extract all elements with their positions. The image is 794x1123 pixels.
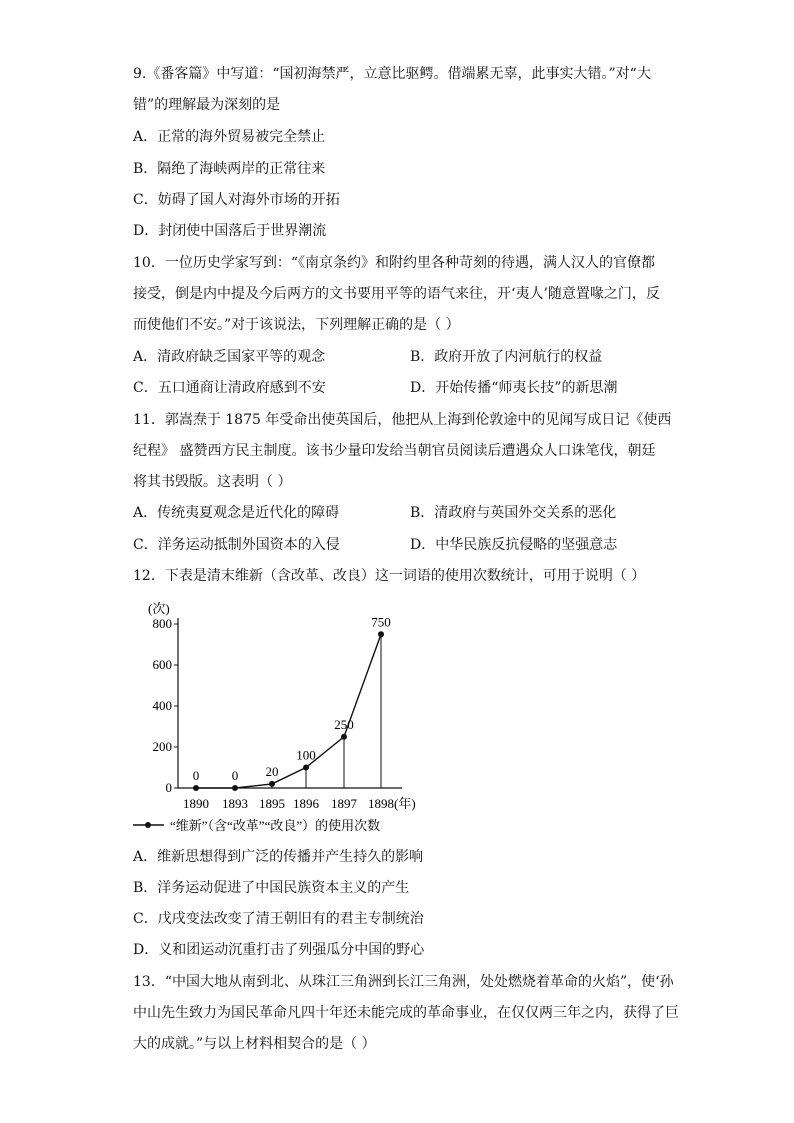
q13-stem-line1: 13．“中国大地从南到北、从珠江三角洲到长江三角洲，处处燃烧着革命的火焰”，使‘孙: [133, 974, 674, 990]
q12-option-b: B．洋务运动促进了中国民族资本主义的产生: [133, 880, 410, 896]
q11-option-b: B．清政府与英国外交关系的恶化: [410, 505, 617, 521]
x-tick-label: 1896: [293, 796, 319, 811]
q12-stem-line1: 12．下表是清末维新（含改革、改良）这一词语的使用次数统计，可用于说明（ ）: [133, 568, 646, 584]
q10-option-a: A．清政府缺乏国家平等的观念: [133, 349, 326, 365]
q10-option-d: D．开始传播“师夷长技”的新思潮: [410, 380, 618, 396]
data-label: 250: [334, 716, 354, 732]
q10-stem-line1: 10．一位历史学家写到：“《南京条约》和附约里各种苛刻的待遇，满人汉人的官僚都: [133, 255, 655, 271]
data-label: 100: [296, 747, 316, 763]
chart-ylabel: (次): [148, 601, 170, 616]
x-tick-label: 1893: [222, 796, 248, 811]
q13-stem-line2: 中山先生致力为国民革命凡四十年还未能完成的革命事业，在仅仅两三年之内，获得了巨: [133, 1005, 679, 1021]
legend-marker: [145, 822, 151, 828]
x-tick-label: 1890: [183, 796, 209, 811]
q12-option-a: A．维新思想得到广泛的传播并产生持久的影响: [133, 849, 424, 865]
q9-option-c: C．妨碍了国人对海外市场的开拓: [133, 192, 340, 208]
data-point: [193, 785, 199, 791]
q11-stem-line2: 纪程》 盛赞西方民主制度。该书少量印发给当朝官员阅读后遭遇众人口诛笔伐，朝廷: [133, 443, 656, 459]
x-tick-label: 1895: [259, 796, 285, 811]
q9-option-d: D．封闭使中国落后于世界潮流: [133, 223, 327, 239]
chart-xlabel: (年): [394, 796, 416, 811]
data-point: [341, 734, 347, 740]
chart-axes: [178, 618, 402, 788]
q10-option-c: C．五口通商让清政府感到不安: [133, 380, 326, 396]
data-label: 750: [371, 614, 391, 630]
data-label: 0: [231, 768, 239, 783]
q10-stem-line3: 而使他们不安。”对于该说法，下列理解正确的是（ ）: [133, 317, 460, 333]
q9-stem-line1: 9.《番客篇》中写道：“国初海禁严，立意比驱鳄。借端累无辜，此事实大错。”对“大: [133, 66, 651, 82]
y-tick-label: 200: [152, 739, 172, 754]
legend-label: “维新”（含“改革”“改良”）的使用次数: [170, 818, 381, 833]
q13-stem-line3: 大的成就。”与以上材料相契合的是（ ）: [133, 1036, 376, 1052]
chart-series: [193, 614, 391, 791]
series-line: [196, 634, 381, 788]
q11-option-a: A．传统夷夏观念是近代化的障碍: [133, 505, 340, 521]
x-tick-label: 1897: [331, 796, 357, 811]
data-point: [378, 631, 384, 637]
q12-option-c: C．戊戌变法改变了清王朝旧有的君主专制统治: [133, 911, 424, 927]
data-point: [303, 765, 309, 771]
q11-stem-line1: 11．郭嵩焘于 1875 年受命出使英国后，他把从上海到伦敦途中的见闻写成日记《使西: [133, 412, 672, 428]
q10-stem-line2: 接受，倒是内中提及今后两方的文书要用平等的语气来往，开‘夷人’随意置喙之门，反: [133, 286, 660, 302]
y-tick-label: 800: [152, 616, 172, 631]
x-tick-label: 1898: [368, 796, 394, 811]
data-label: 0: [192, 768, 200, 783]
data-point: [232, 785, 238, 791]
q11-stem-line3: 将其书毁版。这表明（ ）: [133, 474, 292, 490]
q10-option-b: B．政府开放了内河航行的权益: [410, 349, 603, 365]
q9-stem-line2: 错”的理解最为深刻的是: [133, 97, 281, 113]
data-label: 20: [265, 763, 279, 779]
q12-option-d: D．义和团运动沉重打击了列强瓜分中国的野心: [133, 942, 425, 958]
q9-option-b: B．隔绝了海峡两岸的正常往来: [133, 161, 326, 177]
y-tick-label: 400: [152, 698, 172, 713]
y-tick-label: 0: [165, 780, 172, 795]
usage-line-chart: [130, 596, 470, 836]
q11-option-c: C．洋务运动抵制外国资本的入侵: [133, 537, 340, 553]
q9-option-a: A．正常的海外贸易被完全禁止: [133, 129, 326, 145]
q11-option-d: D．中华民族反抗侵略的坚强意志: [410, 537, 618, 553]
data-point: [269, 781, 275, 787]
y-tick-label: 600: [152, 657, 172, 672]
chart-legend: [133, 818, 380, 833]
